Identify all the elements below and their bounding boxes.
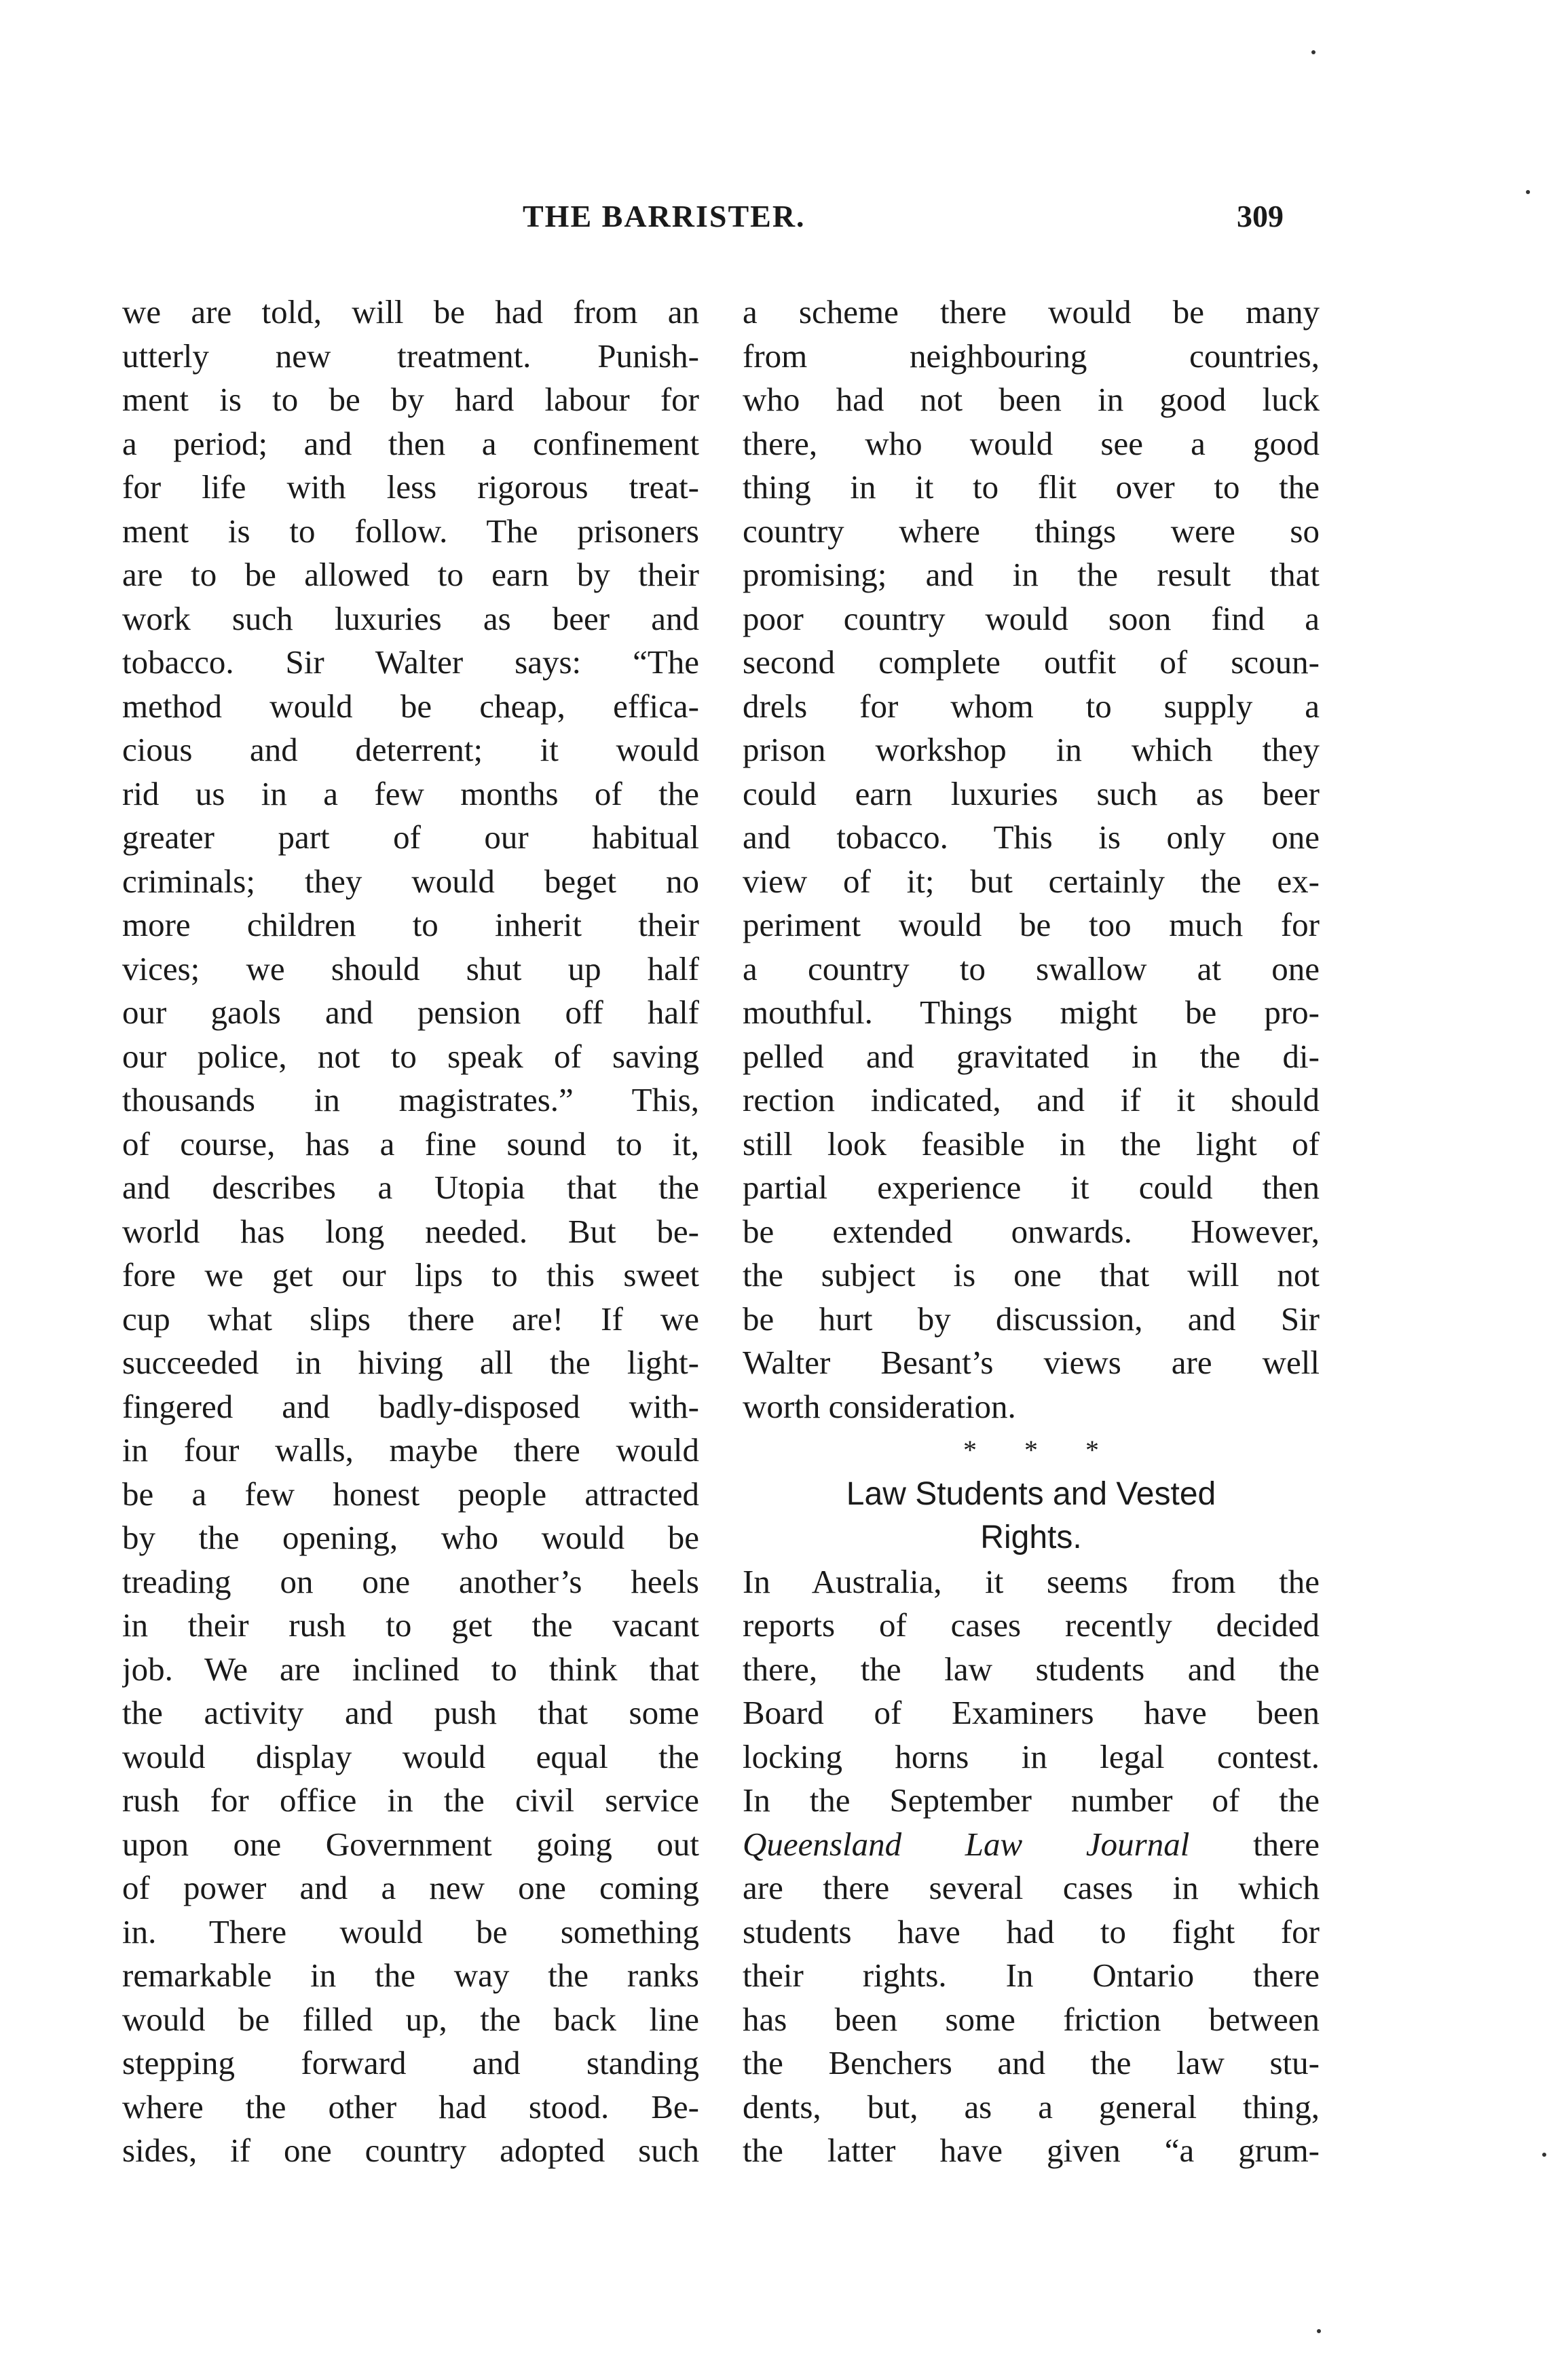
text-line: job. We are inclined to think that bbox=[122, 1650, 699, 1688]
text-line: be extended onwards. However, bbox=[743, 1212, 1320, 1250]
text-line: and tobacco. This is only one bbox=[743, 818, 1320, 856]
text-line: be hurt by discussion, and Sir bbox=[743, 1300, 1320, 1338]
text-line: thing in it to flit over to the bbox=[743, 468, 1320, 506]
text-line: method would be cheap, effica- bbox=[122, 687, 699, 725]
text-line: the Benchers and the law stu- bbox=[743, 2044, 1320, 2081]
text-line: are to be allowed to earn by their bbox=[122, 556, 699, 593]
print-speck bbox=[1311, 50, 1315, 54]
text-line: would display would equal the bbox=[122, 1737, 699, 1775]
text-line: rush for office in the civil service bbox=[122, 1781, 699, 1819]
text-line: in their rush to get the vacant bbox=[122, 1606, 699, 1644]
text-line: the activity and push that some bbox=[122, 1694, 699, 1731]
text-line: would be filled up, the back line bbox=[122, 2000, 699, 2038]
text-line: criminals; they would beget no bbox=[122, 862, 699, 900]
text-line: rection indicated, and if it should bbox=[743, 1081, 1320, 1118]
text-line: sides, if one country adopted such bbox=[122, 2132, 699, 2169]
text-line: greater part of our habitual bbox=[122, 818, 699, 856]
section-heading-line-1: Law Students and Vested bbox=[846, 1475, 1216, 1512]
text-line: In the September number of the bbox=[743, 1781, 1320, 1819]
text-line: In Australia, it seems from the bbox=[743, 1562, 1320, 1600]
page-number: 309 bbox=[1237, 199, 1284, 233]
text-line: vices; we should shut up half bbox=[122, 949, 699, 987]
text-line: could earn luxuries such as beer bbox=[743, 774, 1320, 812]
text-line: upon one Government going out bbox=[122, 1825, 699, 1863]
text-line: of power and a new one coming bbox=[122, 1869, 699, 1906]
text-line: our gaols and pension off half bbox=[122, 994, 699, 1031]
text-line: utterly new treatment. Punish- bbox=[122, 337, 699, 375]
text-line: from neighbouring countries, bbox=[743, 337, 1320, 375]
text-line: pelled and gravitated in the di- bbox=[743, 1037, 1320, 1075]
text-line: there, the law students and the bbox=[743, 1650, 1320, 1688]
text-line: and describes a Utopia that the bbox=[122, 1169, 699, 1206]
text-line: be a few honest people attracted bbox=[122, 1475, 699, 1513]
text-line: fingered and badly-disposed with- bbox=[122, 1387, 699, 1425]
right-column bbox=[743, 290, 1320, 2173]
text-line: mouthful. Things might be pro- bbox=[743, 994, 1320, 1031]
text-line: world has long needed. But be- bbox=[122, 1212, 699, 1250]
section-heading-line-2: Rights. bbox=[980, 1519, 1082, 1555]
text-line: Queensland Law Journal there bbox=[743, 1825, 1320, 1863]
print-speck bbox=[1526, 190, 1530, 194]
text-line: where the other had stood. Be- bbox=[122, 2088, 699, 2126]
text-line: who had not been in good luck bbox=[743, 381, 1320, 418]
section-separator: * * * bbox=[963, 1435, 1119, 1465]
text-line: worth consideration. bbox=[743, 1387, 1016, 1425]
text-line: has been some friction between bbox=[743, 2000, 1320, 2038]
text-line: poor country would soon find a bbox=[743, 599, 1320, 637]
text-line: are there several cases in which bbox=[743, 1869, 1320, 1906]
text-line: their rights. In Ontario there bbox=[743, 1957, 1320, 1994]
text-line: drels for whom to supply a bbox=[743, 687, 1320, 725]
print-speck bbox=[1542, 2153, 1546, 2157]
text-line: work such luxuries as beer and bbox=[122, 599, 699, 637]
text-line: the latter have given “a grum- bbox=[743, 2132, 1320, 2169]
page-header bbox=[0, 198, 1568, 252]
text-line: we are told, will be had from an bbox=[122, 293, 699, 330]
text-line: country where things were so bbox=[743, 512, 1320, 550]
text-line: a scheme there would be many bbox=[743, 293, 1320, 330]
text-line: of course, has a fine sound to it, bbox=[122, 1125, 699, 1163]
text-line: by the opening, who would be bbox=[122, 1519, 699, 1556]
text-line: cious and deterrent; it would bbox=[122, 731, 699, 768]
text-line: partial experience it could then bbox=[743, 1169, 1320, 1206]
text-line: tobacco. Sir Walter says: “The bbox=[122, 643, 699, 681]
text-line: periment would be too much for bbox=[743, 906, 1320, 943]
text-line: dents, but, as a general thing, bbox=[743, 2088, 1320, 2126]
text-line: promising; and in the result that bbox=[743, 556, 1320, 593]
text-line: treading on one another’s heels bbox=[122, 1562, 699, 1600]
text-line: reports of cases recently decided bbox=[743, 1606, 1320, 1644]
text-line: stepping forward and standing bbox=[122, 2044, 699, 2081]
running-head: THE BARRISTER. bbox=[523, 199, 806, 233]
text-line: fore we get our lips to this sweet bbox=[122, 1256, 699, 1293]
text-line: students have had to fight for bbox=[743, 1912, 1320, 1950]
text-line: a country to swallow at one bbox=[743, 949, 1320, 987]
text-line: ment is to be by hard labour for bbox=[122, 381, 699, 418]
text-line: for life with less rigorous treat- bbox=[122, 468, 699, 506]
text-line: ment is to follow. The prisoners bbox=[122, 512, 699, 550]
text-line: second complete outfit of scoun- bbox=[743, 643, 1320, 681]
text-line: a period; and then a confinement bbox=[122, 424, 699, 462]
text-line: cup what slips there are! If we bbox=[122, 1300, 699, 1338]
text-line: in four walls, maybe there would bbox=[122, 1431, 699, 1469]
text-line: view of it; but certainly the ex- bbox=[743, 862, 1320, 900]
text-line: remarkable in the way the ranks bbox=[122, 1957, 699, 1994]
text-line: Walter Besant’s views are well bbox=[743, 1344, 1320, 1381]
text-line: more children to inherit their bbox=[122, 906, 699, 943]
text-line: rid us in a few months of the bbox=[122, 774, 699, 812]
left-column bbox=[122, 290, 699, 2173]
text-line: our police, not to speak of saving bbox=[122, 1037, 699, 1075]
text-line: the subject is one that will not bbox=[743, 1256, 1320, 1293]
text-line: there, who would see a good bbox=[743, 424, 1320, 462]
text-line: in. There would be something bbox=[122, 1912, 699, 1950]
text-line: thousands in magistrates.” This, bbox=[122, 1081, 699, 1118]
text-line: Board of Examiners have been bbox=[743, 1694, 1320, 1731]
print-speck bbox=[1317, 2329, 1321, 2333]
text-line: succeeded in hiving all the light- bbox=[122, 1344, 699, 1381]
text-line: still look feasible in the light of bbox=[743, 1125, 1320, 1163]
text-line: prison workshop in which they bbox=[743, 731, 1320, 768]
journal-title: Queensland Law Journal bbox=[743, 1825, 1190, 1863]
text-line: locking horns in legal contest. bbox=[743, 1737, 1320, 1775]
